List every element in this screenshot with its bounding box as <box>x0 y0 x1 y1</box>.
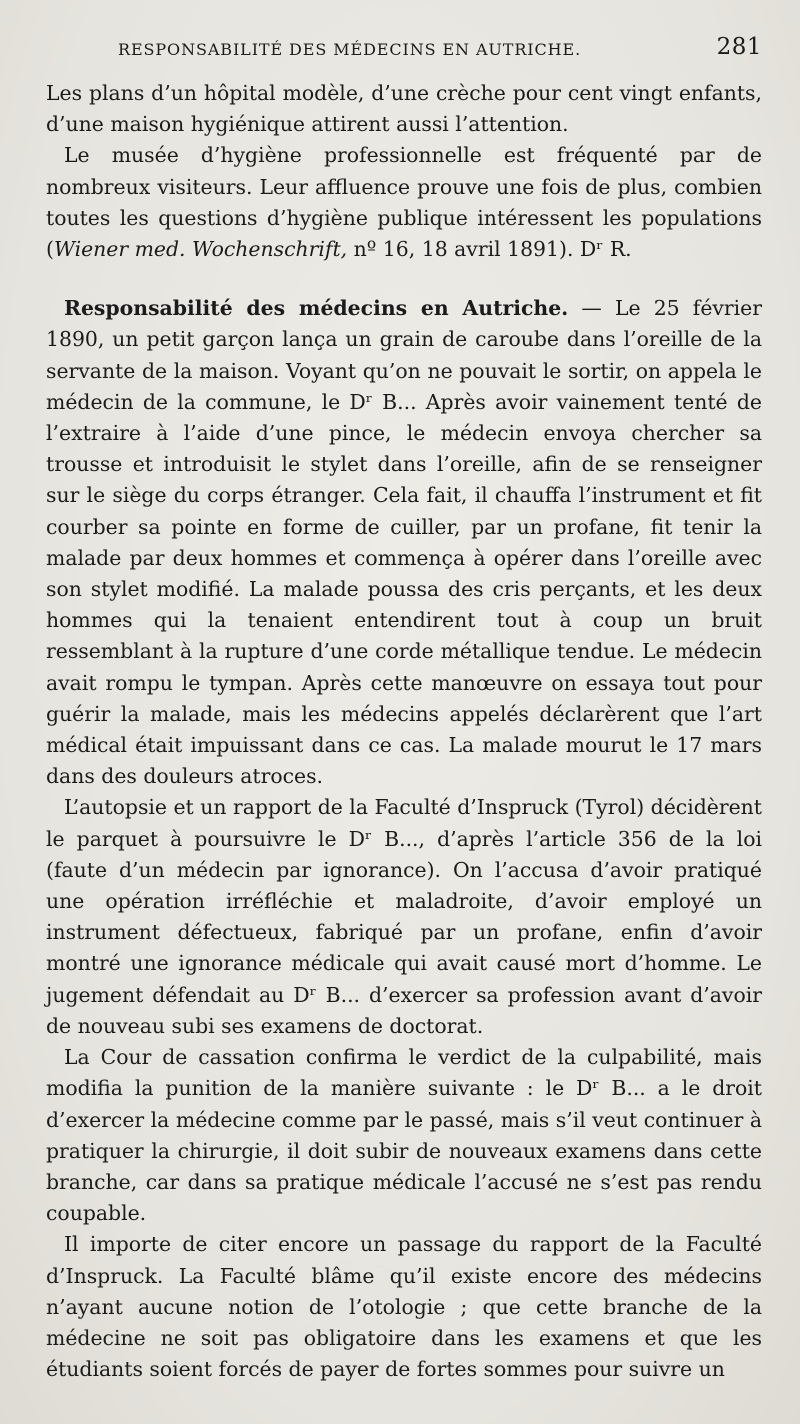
paragraph-faculty-report <box>46 1229 762 1385</box>
paragraph-text: Les plans d’un hôpital modèle, d’une crèche pour cent vingt enfants, d’une maison hygiénique attirent aussi l’attention. <box>46 81 762 137</box>
paragraph-text: Le musée d’hygiène professionnelle est fréquenté par de nombreux visiteurs. Leur affluence prouve une fois de plus, combien toutes les questions d’hygiène publique intéressent les populations ( <box>46 143 762 262</box>
paragraph-case-account <box>46 293 762 792</box>
journal-reference: Wiener med. Wochenschrift, <box>53 237 348 262</box>
paragraph-text: L’autopsie et un rapport de la Faculté d’Inspruck (Tyrol) décidèrent le parquet à poursuivre le Dʳ B..., d’après l’article 356 de la loi (faute d’un médecin par ignorance). On l’accusa d’avoir pratiqué une opération irréfléchie et maladroite, d’avoir employé un instrument défectueux, fabriqué par un profane, enfin d’avoir montré une ignorance médicale qui avait causé mort d’homme. Le jugement défendait au Dʳ B... d’exercer sa profession avant d’avoir de nouveau subi ses examens de doctorat. <box>46 795 762 1038</box>
section-title: Responsabilité des médecins en Autriche. <box>64 296 569 321</box>
running-title: RESPONSABILITÉ DES MÉDECINS EN AUTRICHE. <box>118 40 582 59</box>
paragraph-text: nº 16, 18 avril 1891). Dʳ R. <box>347 237 632 262</box>
paragraph-exhibition-plans <box>46 78 762 140</box>
paragraph-cassation <box>46 1042 762 1229</box>
body-text <box>46 78 762 1385</box>
page-number: 281 <box>716 34 762 60</box>
paragraph-prosecution <box>46 792 762 1042</box>
paragraph-text: Il importe de citer encore un passage du rapport de la Faculté d’Inspruck. La Faculté blâme qu’il existe encore des médecins n’ayant aucune notion de l’otologie ; que cette branche de la médecine ne soit pas obligatoire dans les examens et que les étudiants soient forcés de payer de fortes sommes pour suivre un <box>46 1232 762 1382</box>
paragraph-text: La Cour de cassation confirma le verdict de la culpabilité, mais modifia la punition de la manière suivante : le Dʳ B... a le droit d’exercer la médecine comme par le passé, mais s’il veut continuer à pratiquer la chirurgie, il doit subir de nouveaux examens dans cette branche, car dans sa pratique médicale l’accusé ne s’est pas rendu coupable. <box>46 1045 762 1226</box>
paragraph-text: — Le 25 février 1890, un petit garçon lança un grain de caroube dans l’oreille de la servante de la maison. Voyant qu’on ne pouvait le sortir, on appela le médecin de la commune, le Dʳ B... Après avoir vainement tenté de l’extraire à l’aide d’une pince, le médecin envoya chercher sa trousse et introduisit le stylet dans l’oreille, afin de se renseigner sur le siège du corps étranger. Cela fait, il chauffa l’instrument et fit courber sa pointe en forme de cuiller, par un profane, fit tenir la malade par deux hommes et commença à opérer dans l’oreille avec son stylet modifié. La malade poussa des cris perçants, et les deux hommes qui la tenaient entendirent tout à coup un bruit ressemblant à la rupture d’une corde métallique tendue. Le médecin avait rompu le tympan. Après cette manœuvre on essaya tout pour guérir la malade, mais les médecins appelés déclarèrent que l’art médical était impuissant dans ce cas. La malade mourut le 17 mars dans des douleurs atroces. <box>46 296 762 789</box>
running-header <box>118 34 762 78</box>
paragraph-hygiene-museum <box>46 140 762 265</box>
section-gap <box>46 265 762 293</box>
